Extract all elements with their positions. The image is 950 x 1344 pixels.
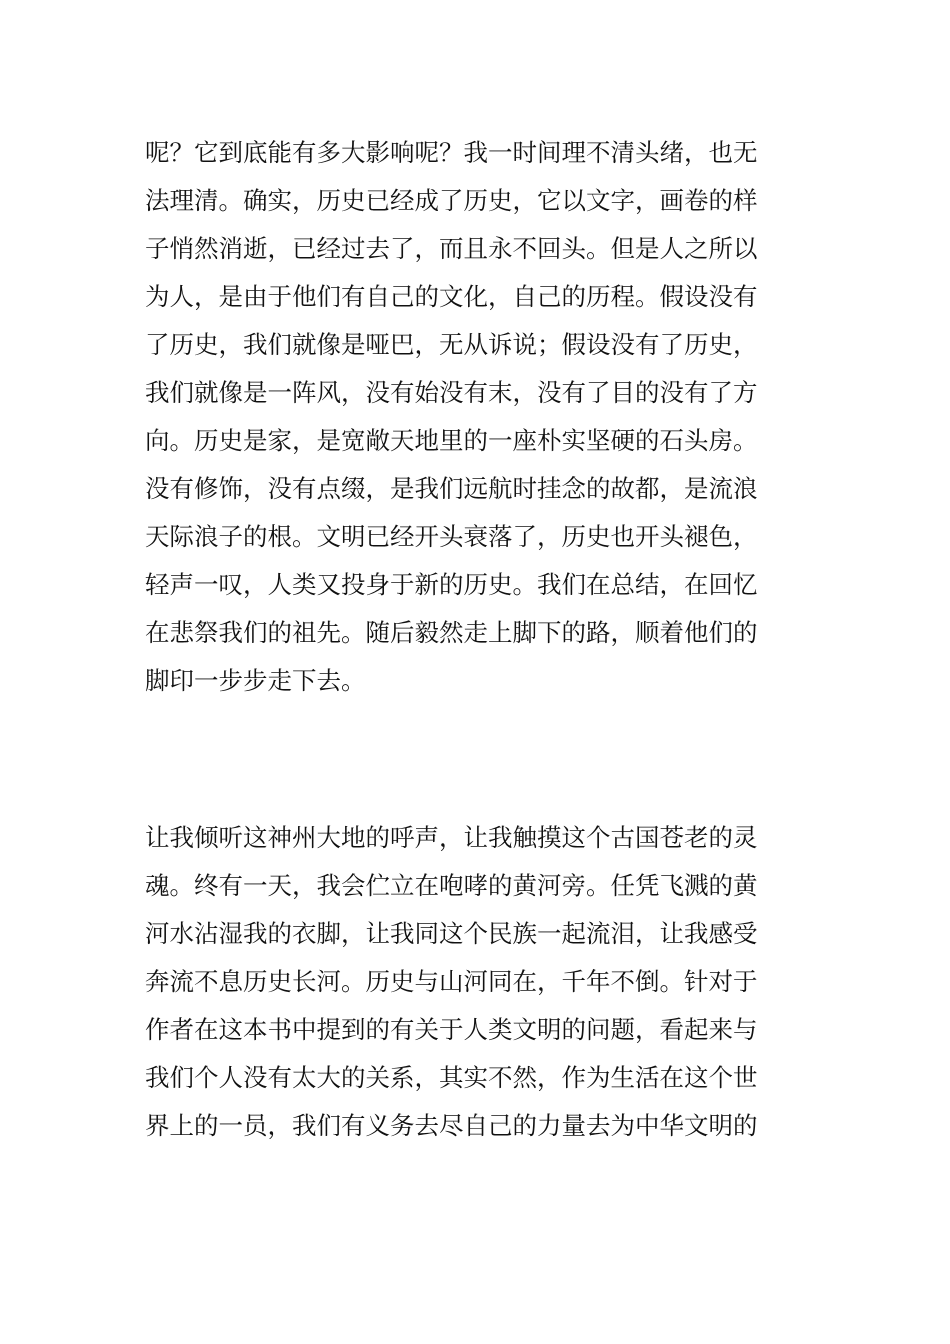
text-line: 奔流不息历史长河。历史与山河同在，千年不倒。针对于 xyxy=(145,967,758,996)
text-line: 为人，是由于他们有自己的文化，自己的历程。假设没有 xyxy=(145,282,758,311)
text-line: 轻声一叹，人类又投身于新的历史。我们在总结，在回忆 xyxy=(145,570,758,599)
text-line: 魂。终有一天，我会伫立在咆哮的黄河旁。任凭飞溅的黄 xyxy=(145,871,758,900)
text-line: 子悄然消逝，已经过去了，而且永不回头。但是人之所以 xyxy=(145,234,758,263)
paragraph-1 xyxy=(145,129,815,705)
text-line: 天际浪子的根。文明已经开头衰落了，历史也开头褪色， xyxy=(145,522,758,551)
text-line: 让我倾听这神州大地的呼声，让我触摸这个古国苍老的灵 xyxy=(145,823,758,852)
text-line: 法理清。确实，历史已经成了历史，它以文字，画卷的样 xyxy=(145,186,758,215)
text-line: 作者在这本书中提到的有关于人类文明的问题，看起来与 xyxy=(145,1015,758,1044)
text-line: 向。历史是家，是宽敞天地里的一座朴实坚硬的石头房。 xyxy=(145,426,758,455)
text-line: 我们就像是一阵风，没有始没有末，没有了目的没有了方 xyxy=(145,378,758,407)
text-line: 河水沾湿我的衣脚，让我同这个民族一起流泪，让我感受 xyxy=(145,919,758,948)
text-line: 我们个人没有太大的关系，其实不然，作为生活在这个世 xyxy=(145,1063,758,1092)
text-line: 在悲祭我们的祖先。随后毅然走上脚下的路，顺着他们的 xyxy=(145,618,758,647)
text-line: 呢？它到底能有多大影响呢？我一时间理不清头绪，也无 xyxy=(145,138,758,167)
text-line: 没有修饰，没有点缀，是我们远航时挂念的故都，是流浪 xyxy=(145,474,758,503)
text-line: 脚印一步步走下去。 xyxy=(145,666,366,695)
paragraph-2 xyxy=(145,814,815,1150)
text-line: 了历史，我们就像是哑巴，无从诉说；假设没有了历史， xyxy=(145,330,758,359)
text-line: 界上的一员，我们有义务去尽自己的力量去为中华文明的 xyxy=(145,1111,758,1140)
